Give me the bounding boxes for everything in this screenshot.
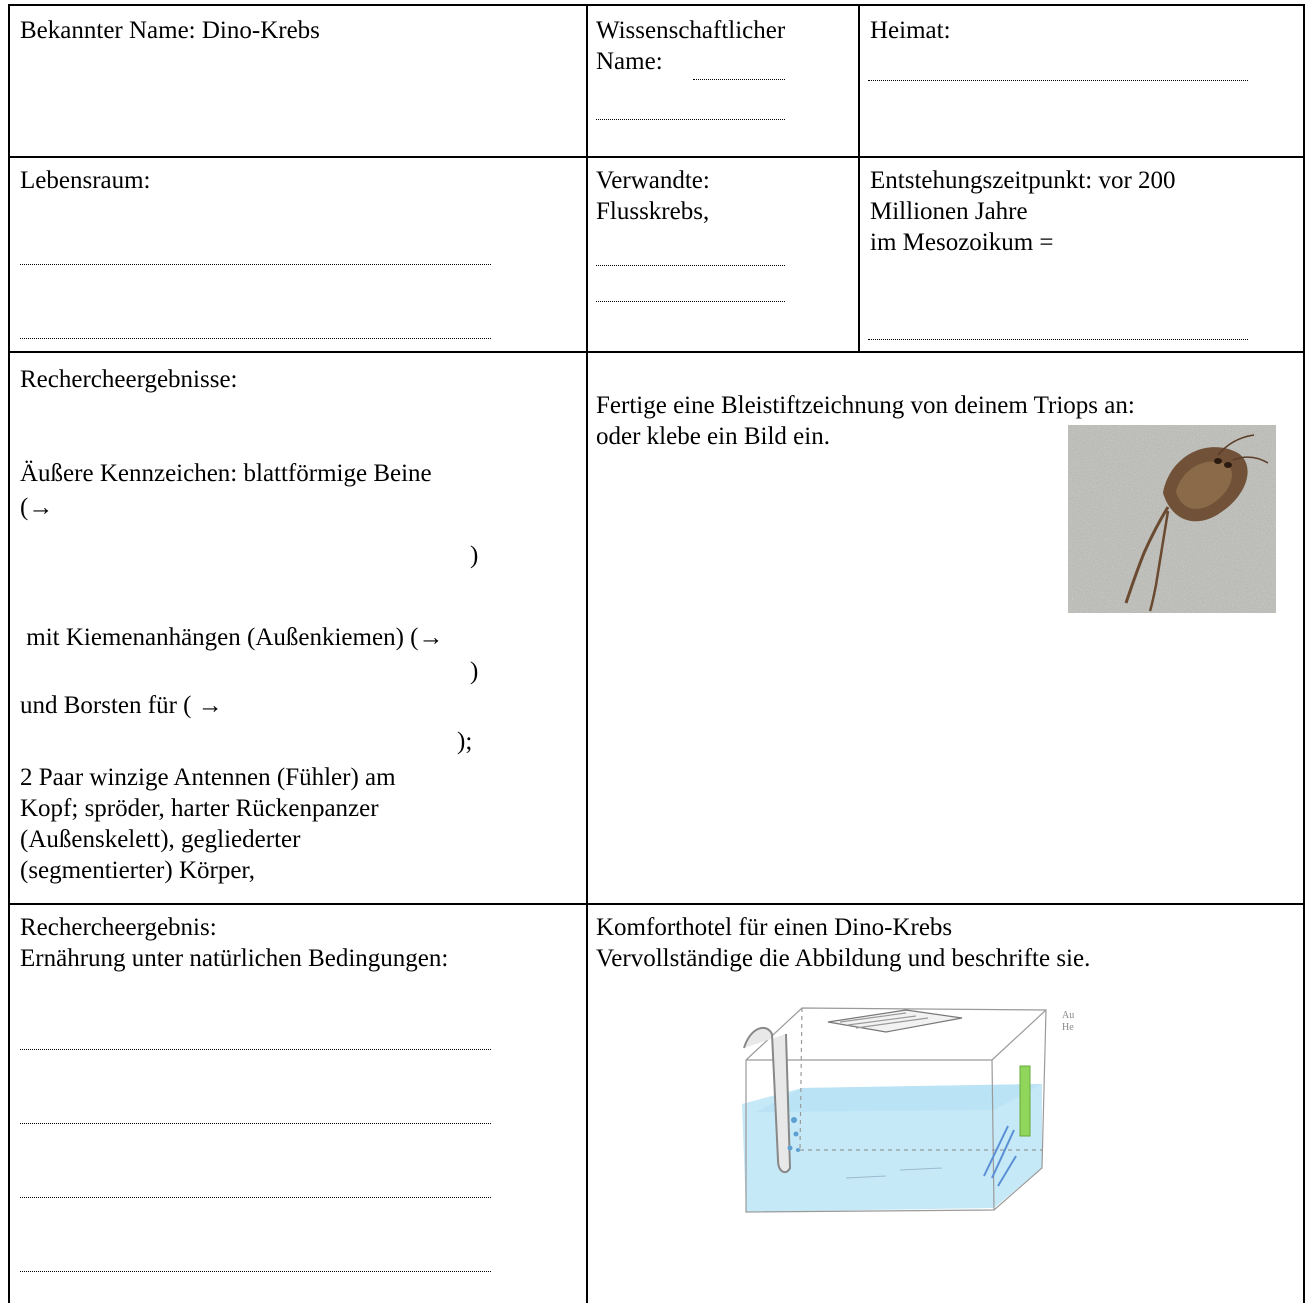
research-rest-line-4: (segmentierter) Körper,: [20, 857, 255, 884]
relatives-label: Verwandte:: [596, 167, 710, 194]
home-cell: [870, 15, 951, 46]
research-rest-line-2: Kopf; spröder, harter Rückenpanzer: [20, 795, 379, 822]
research-heading: Rechercheergebnisse:: [20, 366, 238, 393]
hotel-heading: [596, 912, 1090, 974]
habitat-cell: [20, 165, 151, 196]
column-divider-1: [586, 4, 588, 1303]
research-close-3: );: [457, 728, 473, 755]
drawing-task-line-1: Fertige eine Bleistiftzeichnung von deinem Triops an:: [596, 392, 1135, 419]
table-border-top: [8, 4, 1305, 6]
common-name-cell: [20, 15, 320, 46]
nutrition-heading: [20, 912, 448, 974]
hotel-line-1: Komforthotel für einen Dino-Krebs: [596, 914, 953, 941]
nutrition-blank-1[interactable]: [20, 1049, 491, 1050]
research-features-line: Äußere Kennzeichen: blattförmige Beine: [20, 460, 432, 487]
home-blank[interactable]: [868, 80, 1248, 81]
home-label: Heimat:: [870, 17, 951, 44]
relatives-cell: [596, 165, 710, 227]
relatives-first: Flusskrebs,: [596, 198, 710, 225]
drawing-task: [596, 390, 1135, 452]
hotel-line-2: Vervollständige die Abbildung und beschrifte sie.: [596, 945, 1091, 972]
table-border-left: [8, 4, 10, 1303]
row-divider-3: [8, 903, 1305, 905]
scientific-name-cell: [596, 15, 785, 77]
hotel-corner-label-1: Au: [1062, 1010, 1075, 1021]
nutrition-line-1: Rechercheergebnis:: [20, 914, 217, 941]
research-rest-line-3: (Außenskelett), gegliederter: [20, 826, 301, 853]
habitat-label: Lebensraum:: [20, 167, 151, 194]
aquarium-sketch: [736, 1000, 1076, 1220]
aquarium-lid: [828, 1010, 962, 1032]
research-close-2: ): [470, 658, 479, 685]
nutrition-blank-2[interactable]: [20, 1123, 491, 1124]
nutrition-line-2: Ernährung unter natürlichen Bedingungen:: [20, 945, 449, 972]
hotel-corner-label-2: He: [1062, 1022, 1074, 1033]
relatives-blank-1[interactable]: [596, 265, 785, 266]
scientific-name-label-2: Name:: [596, 48, 663, 75]
nutrition-blank-3[interactable]: [20, 1197, 491, 1198]
research-gills-line: mit Kiemenanhängen (Außenkiemen) (→: [20, 624, 444, 651]
origin-line-3: im Mesozoikum =: [870, 229, 1054, 256]
research-rest: [20, 762, 396, 886]
drawing-task-line-2: oder klebe ein Bild ein.: [596, 423, 830, 450]
habitat-blank-1[interactable]: [20, 264, 491, 265]
relatives-blank-2[interactable]: [596, 301, 785, 302]
origin-line-2: Millionen Jahre: [870, 198, 1028, 225]
row-divider-2: [8, 351, 1305, 353]
row-divider-1: [8, 156, 1305, 158]
research-rest-line-1: 2 Paar winzige Antennen (Fühler) am: [20, 764, 396, 791]
nutrition-blank-4[interactable]: [20, 1271, 491, 1272]
habitat-blank-2[interactable]: [20, 338, 491, 339]
origin-cell: [870, 165, 1176, 258]
research-arrow-1: (→: [20, 494, 54, 521]
research-bristles-line: und Borsten für ( →: [20, 692, 223, 719]
plant-stem: [1020, 1066, 1030, 1136]
scientific-name-blank-2[interactable]: [596, 119, 785, 120]
common-name-text: Bekannter Name: Dino-Krebs: [20, 17, 320, 44]
column-divider-2: [858, 4, 860, 353]
scientific-name-label-1: Wissenschaftlicher: [596, 17, 786, 44]
triops-photo: [1068, 425, 1276, 613]
origin-line-1: Entstehungszeitpunkt: vor 200: [870, 167, 1176, 194]
research-close-1: ): [470, 542, 479, 569]
table-border-right: [1303, 4, 1305, 1303]
scientific-name-blank-1[interactable]: [693, 79, 785, 80]
origin-blank[interactable]: [868, 339, 1248, 340]
